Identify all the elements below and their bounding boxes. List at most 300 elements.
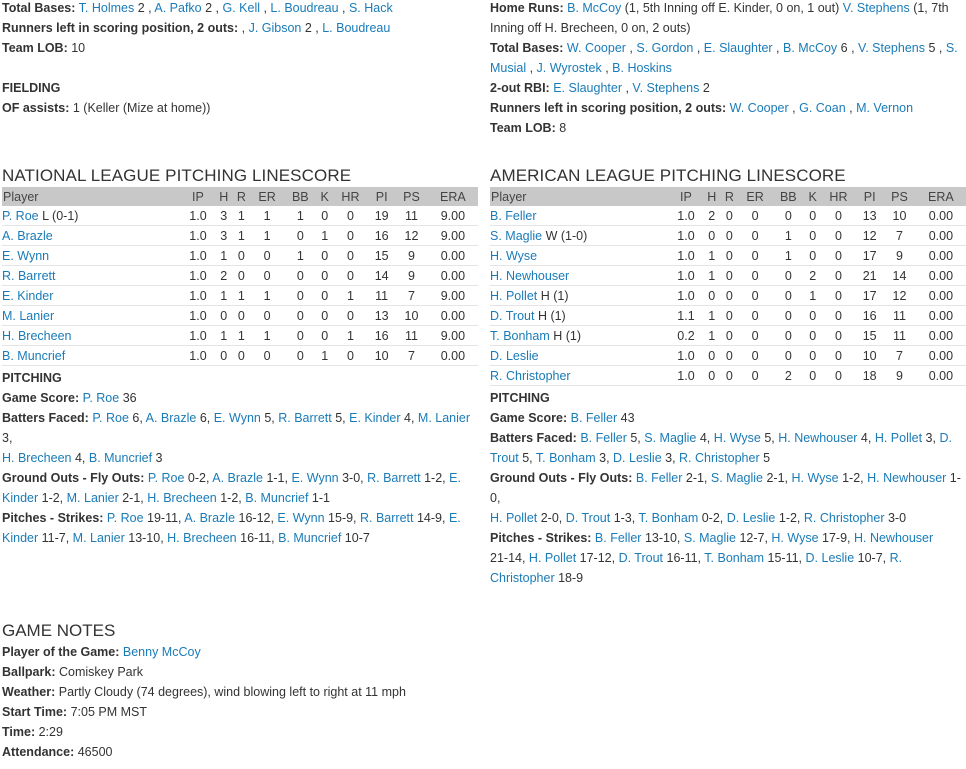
team-lob-label: Team LOB: [2, 41, 68, 55]
player-link[interactable]: T. Bonham [535, 451, 596, 465]
player-link[interactable]: L. Boudreau [322, 21, 391, 35]
player-link[interactable]: R. Barrett [360, 511, 414, 525]
player-link[interactable]: S. Maglie [644, 431, 697, 445]
player-link[interactable]: H. Wyse [490, 248, 538, 263]
stat-text: 0-2, [184, 471, 213, 485]
stat-cell-k: 0 [317, 306, 333, 326]
ballpark-label: Ballpark: [2, 665, 56, 679]
stat-cell-hr: 1 [333, 326, 368, 346]
al-team-lob-value: 8 [559, 121, 567, 135]
player-link[interactable]: S. Maglie [710, 471, 763, 485]
two-out-rbi-list [553, 81, 710, 95]
player-link[interactable]: S. [945, 41, 958, 55]
al-go-fo-line-1 [490, 468, 966, 508]
player-link[interactable]: G. Coan [799, 101, 846, 115]
stat-cell-hr: 0 [821, 346, 856, 366]
player-link[interactable]: R. Christopher [679, 451, 760, 465]
player-link[interactable]: J. Gibson [248, 21, 302, 35]
stat-cell-er: 1 [250, 226, 284, 246]
decision-note: H (1) [549, 328, 582, 343]
stat-cell-r: 0 [233, 346, 251, 366]
stat-cell-era: 0.00 [916, 266, 966, 286]
stat-cell-hr: 0 [333, 206, 368, 226]
game-notes-section [2, 620, 902, 762]
stat-cell-er: 0 [250, 346, 284, 366]
player-link[interactable]: T. Bonham [704, 551, 765, 565]
player-link[interactable]: T. Bonham [638, 511, 699, 525]
column-header-ps: PS [883, 187, 916, 206]
stat-cell-k: 1 [805, 286, 821, 306]
stat-text: 3, [661, 451, 680, 465]
player-link[interactable]: V. Stephens [632, 81, 700, 95]
stat-cell-era: 0.00 [916, 206, 966, 226]
stat-cell-bb: 0 [284, 306, 317, 326]
stat-cell-era: 0.00 [916, 286, 966, 306]
stat-cell-er: 0 [738, 306, 772, 326]
player-link[interactable]: E. [448, 511, 461, 525]
of-assists-line [2, 98, 478, 118]
table-row [2, 226, 478, 246]
column-header-bb: BB [284, 187, 317, 206]
stat-cell-er: 0 [250, 266, 284, 286]
stat-cell-hr: 0 [333, 346, 368, 366]
stat-cell-r: 0 [233, 246, 251, 266]
stat-cell-r: 0 [721, 206, 739, 226]
column-header-er: ER [250, 187, 284, 206]
stat-text: 12-7, [735, 531, 772, 545]
column-header-pi: PI [856, 187, 883, 206]
stat-cell-pi: 16 [368, 226, 395, 246]
home-runs-line-1 [490, 0, 966, 18]
player-link[interactable]: T. Bonham [490, 328, 550, 343]
stat-cell-era: 0.00 [916, 226, 966, 246]
player-link[interactable]: M. Lanier [66, 491, 119, 505]
stat-text: 36 [119, 391, 137, 405]
stat-cell-pi: 10 [368, 346, 395, 366]
player-link[interactable]: D. Leslie [490, 348, 539, 363]
stat-cell-r: 0 [233, 306, 251, 326]
attendance-label: Attendance: [2, 745, 75, 759]
total-bases-list [79, 1, 393, 15]
player-link[interactable]: E. Wynn [2, 248, 50, 263]
player-link[interactable]: G. Kell [222, 1, 260, 15]
player-link[interactable]: H. Wyse [771, 531, 819, 545]
player-link[interactable]: W. Cooper [729, 101, 789, 115]
stat-text: 13-10, [124, 531, 168, 545]
al-total-bases-label: Total Bases: [490, 41, 564, 55]
player-link[interactable]: E. [449, 471, 461, 485]
stat-cell-bb: 0 [284, 266, 317, 286]
stat-text: 1-2, [216, 491, 246, 505]
stat-text: 10-7 [341, 531, 370, 545]
stat-cell-er: 0 [738, 286, 772, 306]
player-link[interactable]: Christopher [490, 571, 555, 585]
stat-text: 6, [196, 411, 214, 425]
stat-cell-ps: 11 [395, 206, 428, 226]
player-link[interactable]: B. McCoy [783, 41, 838, 55]
al-total-bases-line-1 [490, 38, 966, 58]
player-link[interactable]: D. Trout [490, 308, 535, 323]
home-runs-label: Home Runs: [490, 1, 564, 15]
player-link[interactable]: B. Muncrief [2, 348, 66, 363]
stat-cell-pi: 19 [368, 206, 395, 226]
stat-text: 1-2, [38, 491, 67, 505]
start-time-line [2, 702, 902, 722]
player-link[interactable]: H. Pollet [528, 551, 577, 565]
player-link[interactable]: H. Pollet [874, 431, 923, 445]
stat-cell-hr: 0 [821, 246, 856, 266]
al-batters-faced-list [580, 431, 952, 445]
stat-cell-er: 0 [738, 246, 772, 266]
nl-pitches-strikes-line-2 [2, 528, 478, 548]
player-cell [2, 266, 181, 286]
player-link[interactable]: E. Kinder [349, 411, 401, 425]
player-cell [490, 206, 669, 226]
al-batting-notes [490, 0, 966, 138]
table-row [2, 206, 478, 226]
player-link[interactable]: H. Newhouser [853, 531, 934, 545]
stat-cell-era: 9.00 [428, 206, 478, 226]
stat-cell-ip: 1.0 [669, 266, 703, 286]
player-link[interactable]: H. Pollet [490, 288, 538, 303]
player-link[interactable]: B. Feller [580, 431, 627, 445]
player-of-game-link[interactable]: Benny McCoy [122, 645, 201, 659]
player-link[interactable]: E. Slaughter [553, 81, 622, 95]
column-header-player: Player [2, 187, 181, 206]
player-link[interactable]: S. Maglie [683, 531, 736, 545]
stat-cell-ip: 1.0 [181, 326, 215, 346]
ballpark-line [2, 662, 902, 682]
al-pitching-body [490, 206, 966, 386]
stat-text: 15-9, [324, 511, 360, 525]
two-out-rbi-label: 2-out RBI: [490, 81, 550, 95]
stat-cell-bb: 1 [284, 206, 317, 226]
al-pitching-details [490, 388, 966, 588]
player-link[interactable]: B. Muncrief [245, 491, 309, 505]
player-link[interactable]: R. Barrett [2, 268, 56, 283]
player-link[interactable]: B. Muncrief [278, 531, 342, 545]
player-link[interactable]: H. Brecheen [2, 451, 72, 465]
stat-text: 2 , [201, 1, 223, 15]
stat-text: 4, [857, 431, 875, 445]
player-cell [490, 326, 669, 346]
stat-cell-bb: 0 [284, 346, 317, 366]
player-link[interactable]: D. Trout [618, 551, 664, 565]
nl-pitching-section [2, 165, 478, 548]
stat-cell-k: 0 [317, 266, 333, 286]
stat-cell-ip: 1.0 [669, 346, 703, 366]
player-link[interactable]: P. Roe [2, 208, 39, 223]
player-link[interactable]: B. Feller [490, 208, 537, 223]
stat-text: 11-7, [38, 531, 73, 545]
player-cell [490, 366, 669, 386]
player-link[interactable]: L. Boudreau [270, 1, 339, 15]
team-lob-line [2, 38, 478, 58]
home-runs-line-2: Inning off H. Brecheen, 0 on, 2 outs) [490, 21, 691, 35]
stat-cell-pi: 12 [856, 226, 883, 246]
column-header-r: R [721, 187, 739, 206]
player-link[interactable]: A. Brazle [184, 511, 236, 525]
player-link[interactable]: P. Roe [82, 391, 120, 405]
table-row [490, 286, 966, 306]
column-header-k: K [805, 187, 821, 206]
stat-text: 3, [2, 431, 13, 445]
column-header-ip: IP [181, 187, 215, 206]
al-risp-list [730, 101, 913, 115]
player-link[interactable]: Kinder [2, 531, 39, 545]
player-link[interactable]: E. Wynn [213, 411, 261, 425]
player-link[interactable]: M. Lanier [417, 411, 471, 425]
table-row [490, 326, 966, 346]
stat-text: 2 [699, 81, 710, 95]
game-notes-title: GAME NOTES [2, 621, 116, 640]
player-link[interactable]: E. Wynn [277, 511, 325, 525]
stat-text: 18-9 [554, 571, 584, 585]
stat-cell-h: 3 [215, 206, 233, 226]
player-link[interactable]: R. Christopher [490, 368, 571, 383]
column-header-bb: BB [772, 187, 805, 206]
stat-cell-ip: 1.0 [669, 226, 703, 246]
stat-cell-r: 0 [721, 246, 739, 266]
player-link[interactable]: B. Feller [594, 531, 642, 545]
decision-note: L (0-1) [38, 208, 79, 223]
column-header-pi: PI [368, 187, 395, 206]
stat-cell-ip: 1.0 [181, 306, 215, 326]
player-link[interactable]: E. Kinder [2, 288, 54, 303]
player-link[interactable]: H. Wyse [713, 431, 761, 445]
nl-go-fo-line-2 [2, 488, 478, 508]
stat-text: 16-11, [663, 551, 705, 565]
player-cell [2, 306, 181, 326]
stat-cell-bb: 1 [284, 246, 317, 266]
player-link[interactable]: P. Roe [106, 511, 144, 525]
player-link[interactable]: V. Stephens [842, 1, 910, 15]
player-cell [2, 326, 181, 346]
player-link[interactable]: D. Trout [565, 511, 611, 525]
stat-cell-ip: 1.0 [669, 246, 703, 266]
stat-cell-era: 9.00 [428, 286, 478, 306]
stat-cell-ps: 9 [883, 366, 916, 386]
player-cell [2, 226, 181, 246]
player-link[interactable]: A. Brazle [2, 228, 53, 243]
player-link[interactable]: Kinder [2, 491, 39, 505]
table-row [2, 326, 478, 346]
player-link[interactable]: A. Pafko [154, 1, 202, 15]
stat-cell-era: 0.00 [916, 246, 966, 266]
player-link[interactable]: B. Muncrief [88, 451, 153, 465]
stat-cell-pi: 17 [856, 286, 883, 306]
stat-cell-era: 9.00 [428, 226, 478, 246]
player-link[interactable]: R. Barrett [367, 471, 421, 485]
stat-cell-h: 0 [215, 306, 233, 326]
player-link[interactable]: R. Barrett [278, 411, 332, 425]
player-link[interactable]: W. Cooper [566, 41, 626, 55]
nl-batters-faced-label: Batters Faced: [2, 411, 89, 425]
al-total-bases-line-2 [490, 58, 966, 78]
player-link[interactable]: M. Lanier [72, 531, 125, 545]
player-link[interactable]: H. Newhouser [867, 471, 947, 485]
total-bases-line [2, 0, 478, 18]
player-link[interactable]: A. Brazle [212, 471, 263, 485]
stat-cell-r: 1 [233, 286, 251, 306]
stat-cell-hr: 0 [333, 266, 368, 286]
player-link[interactable]: S. Hack [348, 1, 393, 15]
stat-text: 1-1, [262, 471, 292, 485]
stat-cell-pi: 17 [856, 246, 883, 266]
two-out-rbi-line [490, 78, 966, 98]
stat-text: 43 [617, 411, 635, 425]
player-link[interactable]: T. Holmes [78, 1, 135, 15]
al-pitching-title: AMERICAN LEAGUE PITCHING LINESCORE [490, 166, 846, 185]
stat-cell-ps: 10 [883, 206, 916, 226]
player-link[interactable]: H. Newhouser [778, 431, 858, 445]
al-team-lob-label: Team LOB: [490, 121, 556, 135]
nl-pitches-strikes-label: Pitches - Strikes: [2, 511, 104, 525]
al-pitching-section [490, 165, 966, 588]
stat-text: 13-10, [641, 531, 684, 545]
player-link[interactable]: D. Leslie [805, 551, 855, 565]
stat-cell-era: 0.00 [916, 306, 966, 326]
stat-cell-r: 0 [233, 266, 251, 286]
stat-cell-er: 1 [250, 326, 284, 346]
stat-cell-bb: 0 [772, 206, 805, 226]
stat-text: 1-2, [775, 511, 804, 525]
stat-cell-r: 0 [721, 226, 739, 246]
player-link[interactable]: S. Maglie [490, 228, 543, 243]
player-link[interactable]: P. Roe [92, 411, 129, 425]
nl-batters-faced-line-2 [2, 448, 478, 468]
player-link[interactable]: D. Leslie [613, 451, 662, 465]
al-game-score-line [490, 408, 966, 428]
stat-cell-pi: 13 [368, 306, 395, 326]
stat-cell-h: 1 [703, 306, 721, 326]
al-go-fo-line-2 [490, 508, 966, 528]
stat-cell-bb: 0 [772, 306, 805, 326]
player-link[interactable]: H. Brecheen [167, 531, 237, 545]
risp-line [2, 18, 478, 38]
stat-cell-h: 0 [703, 226, 721, 246]
player-cell [490, 286, 669, 306]
stat-cell-k: 0 [805, 366, 821, 386]
stat-cell-h: 1 [215, 326, 233, 346]
table-row [490, 206, 966, 226]
player-link[interactable]: H. Newhouser [490, 268, 570, 283]
stat-text: 5, [760, 431, 779, 445]
player-link[interactable]: B. McCoy [567, 1, 622, 15]
stat-cell-era: 0.00 [428, 346, 478, 366]
stat-cell-er: 0 [738, 346, 772, 366]
al-batters-faced-line-2 [490, 448, 966, 468]
player-link[interactable]: E. Slaughter [703, 41, 773, 55]
stat-cell-k: 0 [805, 326, 821, 346]
stat-cell-ip: 1.0 [669, 206, 703, 226]
stat-cell-hr: 0 [821, 206, 856, 226]
player-link[interactable]: A. Brazle [145, 411, 197, 425]
stat-cell-pi: 10 [856, 346, 883, 366]
stat-text: , [241, 21, 249, 35]
stat-cell-h: 0 [703, 366, 721, 386]
stat-cell-bb: 1 [772, 226, 805, 246]
player-link[interactable]: R. [889, 551, 903, 565]
player-link[interactable]: D. Leslie [726, 511, 776, 525]
stat-text: 1-0, [490, 471, 961, 505]
player-link[interactable]: B. Feller [570, 411, 618, 425]
stat-text: , [693, 41, 704, 55]
player-link[interactable]: M. Lanier [2, 308, 55, 323]
stat-cell-h: 1 [215, 286, 233, 306]
stat-text: , [788, 101, 800, 115]
player-link[interactable]: V. Stephens [858, 41, 925, 55]
stat-text: 6, [128, 411, 146, 425]
player-link[interactable]: H. Brecheen [2, 328, 72, 343]
stat-text: 5, [260, 411, 279, 425]
stat-cell-pi: 15 [368, 246, 395, 266]
player-link[interactable]: B. Hoskins [612, 61, 672, 75]
player-link[interactable]: H. Wyse [791, 471, 839, 485]
player-of-game-line [2, 642, 902, 662]
stat-cell-ip: 1.0 [669, 366, 703, 386]
stat-cell-k: 0 [317, 326, 333, 346]
nl-pitching-body [2, 206, 478, 366]
al-game-score-label: Game Score: [490, 411, 568, 425]
stat-text: 17-12, [576, 551, 619, 565]
al-total-bases-list [567, 41, 958, 55]
stat-cell-pi: 14 [368, 266, 395, 286]
player-link[interactable]: Trout [490, 451, 519, 465]
stat-cell-er: 0 [738, 266, 772, 286]
column-header-h: H [215, 187, 233, 206]
table-row [2, 346, 478, 366]
player-link[interactable]: E. Wynn [291, 471, 339, 485]
stat-cell-k: 1 [317, 226, 333, 246]
stat-cell-bb: 0 [284, 226, 317, 246]
stat-cell-bb: 0 [284, 286, 317, 306]
player-link[interactable]: S. Gordon [636, 41, 694, 55]
player-link[interactable]: J. Wyrostek [536, 61, 602, 75]
stat-cell-hr: 0 [333, 226, 368, 246]
stat-cell-ip: 0.2 [669, 326, 703, 346]
al-team-lob-line [490, 118, 966, 138]
fielding-heading: FIELDING [2, 81, 61, 95]
player-link[interactable]: H. Brecheen [147, 491, 217, 505]
of-assists-value: 1 (Keller (Mize at home)) [72, 101, 211, 115]
stat-cell-h: 1 [703, 326, 721, 346]
player-cell [2, 246, 181, 266]
stat-cell-bb: 0 [772, 286, 805, 306]
player-link[interactable]: H. Pollet [490, 511, 538, 525]
player-link[interactable]: Musial [490, 61, 527, 75]
al-risp-label: Runners left in scoring position, 2 outs: [490, 101, 727, 115]
fielding-title [2, 78, 478, 98]
column-header-h: H [703, 187, 721, 206]
ballpark-value: Comiskey Park [58, 665, 144, 679]
stat-cell-hr: 0 [821, 286, 856, 306]
nl-go-fo-list [148, 471, 461, 485]
player-link[interactable]: P. Roe [147, 471, 185, 485]
player-cell [490, 246, 669, 266]
game-time-label: Time: [2, 725, 36, 739]
game-time-value: 2:29 [38, 725, 63, 739]
stat-cell-k: 0 [805, 246, 821, 266]
player-link[interactable]: R. Christopher [803, 511, 885, 525]
stat-cell-ps: 9 [395, 266, 428, 286]
stat-cell-k: 0 [317, 286, 333, 306]
player-link[interactable]: M. Vernon [856, 101, 914, 115]
player-link[interactable]: D. [939, 431, 952, 445]
stat-cell-hr: 0 [333, 246, 368, 266]
table-row [2, 306, 478, 326]
player-link[interactable]: B. Feller [635, 471, 683, 485]
